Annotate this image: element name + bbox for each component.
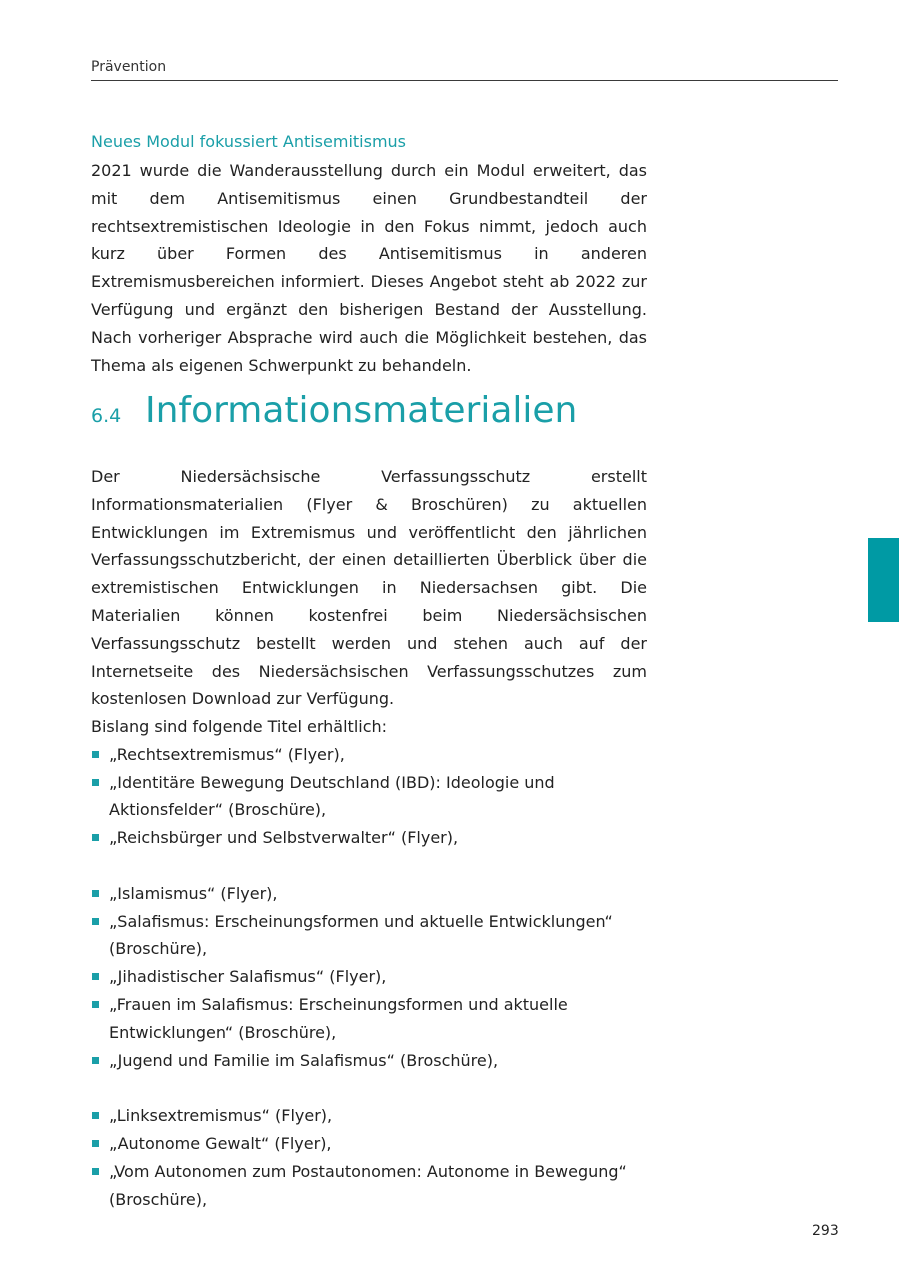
module-subheading: Neues Modul fokussiert Antisemitismus: [91, 132, 407, 151]
list-item-text: „Jugend und Familie im Salafismus“ (Broschüre),: [109, 1050, 499, 1070]
list-item: [91, 963, 647, 991]
square-bullet-icon: [92, 1001, 99, 1008]
list-item: [91, 824, 647, 852]
square-bullet-icon: [92, 751, 99, 758]
section-intro-paragraph: Der Niedersächsische Verfassungsschutz erstellt Informationsmaterialien (Flyer & Broschüren) zu aktuellen Entwicklungen im Extremismus und veröffentlicht den jährlichen Verfassungsschutzbericht, der einen detaillierten Überblick über die extremistischen Entwicklungen in Niedersachsen gibt. Die Materialien können kostenfrei beim Niedersächsischen Verfassungsschutz bestellt werden und stehen auch auf der Internetseite des Niedersächsischen Verfassungsschutzes zum kostenlosen Download zur Verfügung.: [91, 467, 647, 709]
page-number: 293: [812, 1223, 839, 1239]
list-intro: Bislang sind folgende Titel erhältlich:: [91, 717, 388, 736]
square-bullet-icon: [92, 834, 99, 841]
square-bullet-icon: [92, 1140, 99, 1147]
list-item-text: „Linksextremismus“ (Flyer),: [109, 1106, 333, 1126]
square-bullet-icon: [92, 1057, 99, 1064]
list-item-text: „Vom Autonomen zum Postautonomen: Autonome in Bewegung“ (Broschüre),: [109, 1161, 627, 1209]
square-bullet-icon: [92, 973, 99, 980]
square-bullet-icon: [92, 1168, 99, 1175]
list-item-text: „Reichsbürger und Selbstverwalter“ (Flyer),: [109, 828, 459, 848]
list-item: [91, 1158, 647, 1214]
list-item-text: „Salafismus: Erscheinungsformen und aktuelle Entwicklungen“ (Broschüre),: [109, 911, 613, 959]
list-item-text: „Islamismus“ (Flyer),: [109, 883, 278, 903]
chapter-side-tab: [868, 538, 899, 622]
list-item: [91, 991, 647, 1047]
list-item-text: „Autonome Gewalt“ (Flyer),: [109, 1133, 332, 1153]
list-item: [91, 1102, 647, 1130]
module-paragraph: 2021 wurde die Wanderausstellung durch ein Modul erweitert, das mit dem Antisemitismus einen Grundbestandteil der rechtsextremistischen Ideologie in den Fokus nimmt, jedoch auch kurz über Formen des Antisemitismus in anderen Extremismusbereichen informiert. Dieses Angebot steht ab 2022 zur Verfügung und ergänzt den bisherigen Bestand der Ausstellung. Nach vorheriger Absprache wird auch die Möglichkeit bestehen, das Thema als eigenen Schwerpunkt zu behandeln.: [91, 161, 647, 375]
header-rule: [91, 80, 838, 81]
list-item-text: „Frauen im Salafismus: Erscheinungsformen und aktuelle Entwicklungen“ (Broschüre),: [109, 994, 568, 1042]
list-item: [91, 908, 647, 964]
section-heading: [91, 390, 577, 431]
square-bullet-icon: [92, 890, 99, 897]
square-bullet-icon: [92, 779, 99, 786]
list-item-text: „Jihadistischer Salafismus“ (Flyer),: [109, 967, 387, 987]
list-item: [91, 880, 647, 908]
section-intro-block: [91, 463, 647, 713]
square-bullet-icon: [92, 918, 99, 925]
list-item: [91, 1130, 647, 1158]
section-number: 6.4: [91, 405, 122, 427]
section-title: Informationsmaterialien: [145, 390, 578, 431]
list-item-text: „Rechtsextremismus“ (Flyer),: [109, 744, 345, 764]
running-head: Prävention: [91, 59, 167, 75]
square-bullet-icon: [92, 1112, 99, 1119]
list-item: [91, 769, 647, 825]
title-list: [91, 741, 647, 1214]
list-item-text: „Identitäre Bewegung Deutschland (IBD): Ideologie und Aktionsfelder“ (Broschüre),: [109, 772, 555, 820]
title-list-block: [91, 713, 647, 1213]
list-item: [91, 1047, 647, 1075]
list-item: [91, 741, 647, 769]
module-text-block: [91, 157, 647, 379]
